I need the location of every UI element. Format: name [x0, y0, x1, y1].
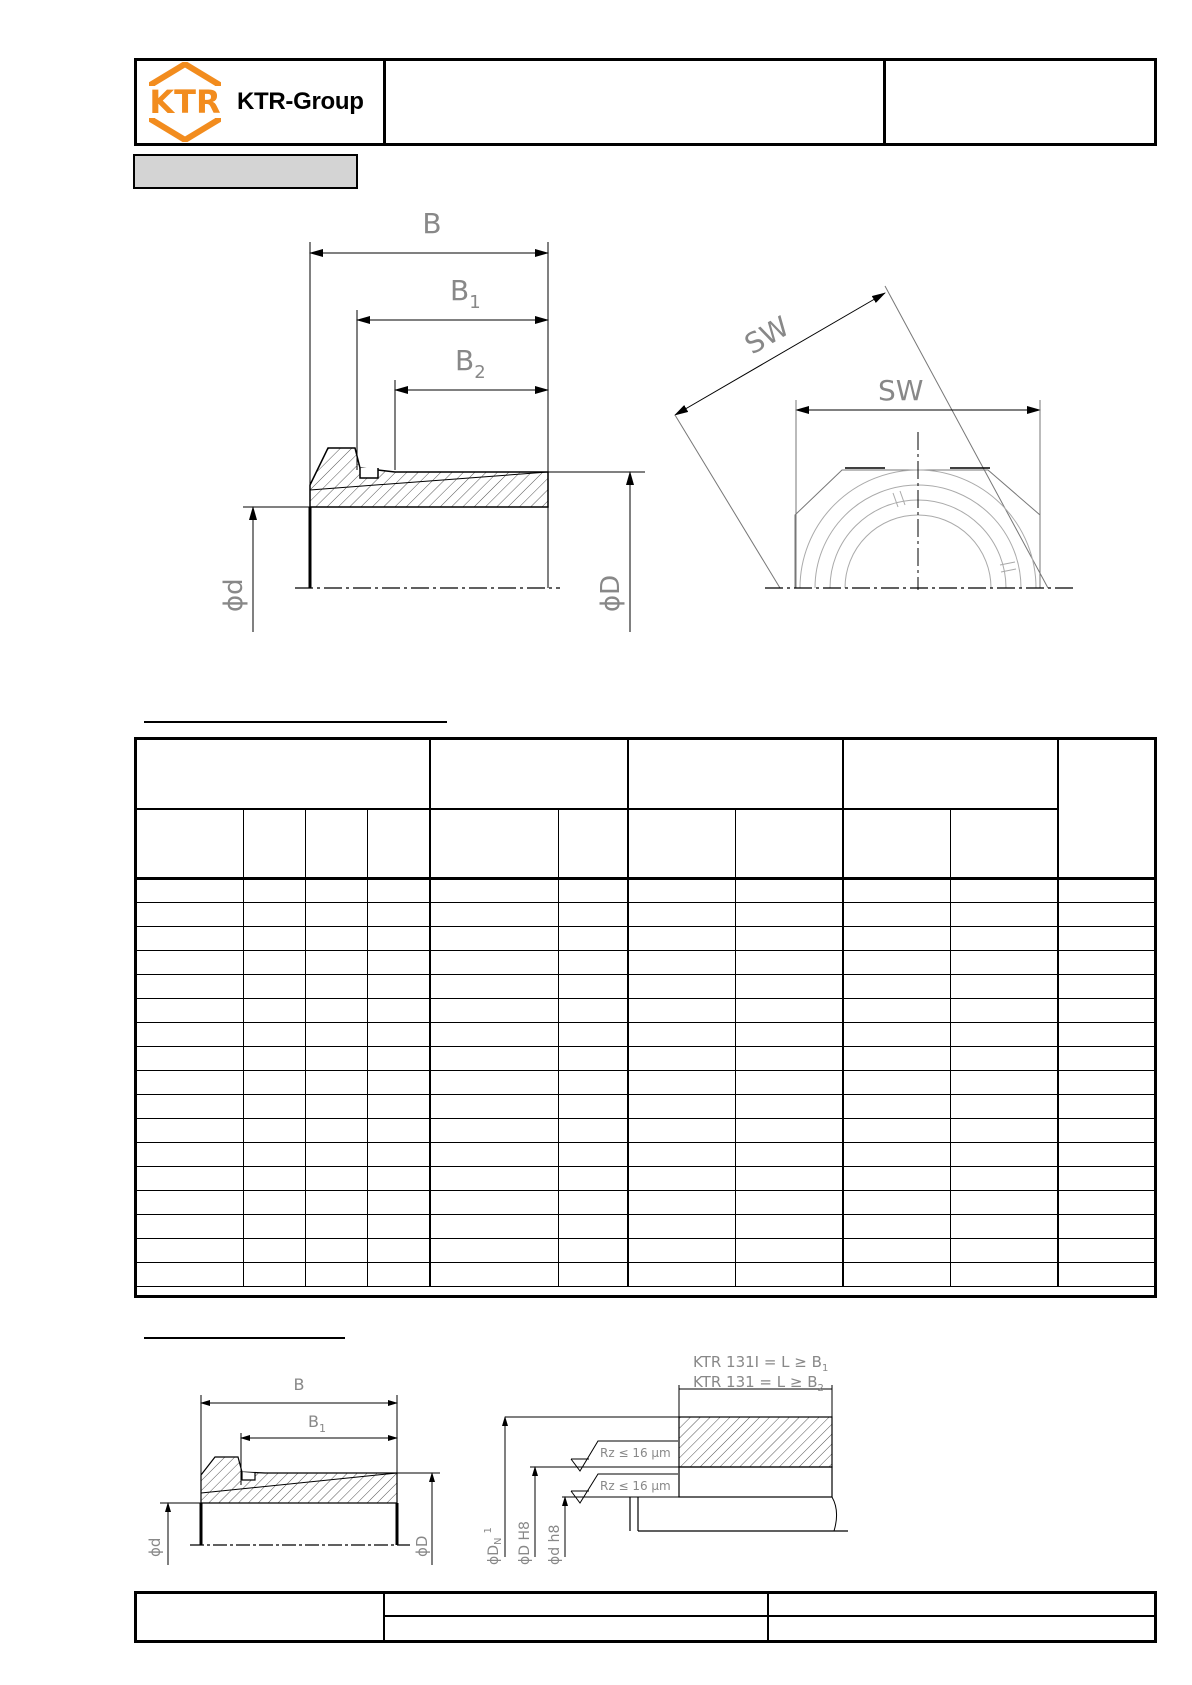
table-row — [136, 903, 1157, 927]
table-cell — [559, 1167, 628, 1191]
table-cell — [951, 1095, 1058, 1119]
table-cell — [136, 1119, 244, 1143]
table-cell — [244, 999, 306, 1023]
table-row — [136, 975, 1157, 999]
front-view-right — [675, 286, 1075, 590]
table-cell — [843, 879, 951, 903]
table-cell — [843, 1239, 951, 1263]
table-cell — [951, 1167, 1058, 1191]
table-cell — [559, 927, 628, 951]
table-cell — [628, 1047, 736, 1071]
table-cell — [306, 1023, 368, 1047]
table-cell — [136, 1263, 244, 1287]
footer-box — [134, 1591, 1157, 1643]
table-cell — [430, 903, 559, 927]
table-cell — [843, 1047, 951, 1071]
table-cell — [559, 951, 628, 975]
data-table — [135, 738, 1157, 1287]
table-cell — [430, 1167, 559, 1191]
table-cell — [306, 1071, 368, 1095]
table-cell — [736, 1191, 843, 1215]
ktr-logo — [148, 62, 222, 142]
table-cell — [368, 1095, 430, 1119]
table-cell — [306, 1239, 368, 1263]
table-cell — [306, 879, 368, 903]
label-D-H8: ϕD H8 — [517, 1521, 533, 1565]
table-cell — [1058, 1047, 1157, 1071]
table-cell — [1058, 975, 1157, 999]
table-cell — [736, 951, 843, 975]
table-cell — [244, 1191, 306, 1215]
table-row — [136, 1047, 1157, 1071]
table-cell — [843, 1095, 951, 1119]
table-cell — [628, 999, 736, 1023]
table-cell — [843, 1023, 951, 1047]
top-technical-drawing — [0, 200, 1192, 640]
table-cell — [951, 1119, 1058, 1143]
label-D: ϕD — [596, 574, 626, 612]
table-cell — [843, 903, 951, 927]
table-cell — [628, 927, 736, 951]
table-cell — [136, 1047, 244, 1071]
table-cell — [368, 1263, 430, 1287]
table-cell — [559, 1047, 628, 1071]
hub-hatched — [679, 1417, 832, 1467]
table-cell — [136, 999, 244, 1023]
table-cell — [368, 1071, 430, 1095]
table-cell — [1058, 1071, 1157, 1095]
header-divider-2 — [883, 58, 886, 146]
table-cell — [628, 1239, 736, 1263]
table-cell — [628, 1263, 736, 1287]
table-cell — [1058, 951, 1157, 975]
table-cell — [306, 951, 368, 975]
table-row — [136, 951, 1157, 975]
table-cell — [951, 1047, 1058, 1071]
table-cell — [559, 1119, 628, 1143]
table-cell — [136, 1191, 244, 1215]
table-cell — [430, 1119, 559, 1143]
table-cell — [430, 1215, 559, 1239]
table-header-row-2 — [136, 809, 1157, 879]
section-view-left — [243, 242, 645, 632]
table-cell — [368, 1239, 430, 1263]
table-cell — [843, 1191, 951, 1215]
table-cell — [368, 1143, 430, 1167]
bottom-technical-drawing — [0, 1345, 1192, 1575]
table-cell — [430, 951, 559, 975]
table-cell — [368, 1167, 430, 1191]
table-cell — [136, 1215, 244, 1239]
table-cell — [368, 1119, 430, 1143]
label-D-small: ϕD — [413, 1535, 431, 1557]
roughness-label-1: Rz ≤ 16 µm — [600, 1446, 671, 1460]
table-row — [136, 879, 1157, 903]
table-cell — [951, 927, 1058, 951]
table-cell — [306, 999, 368, 1023]
table-cell — [368, 951, 430, 975]
brand-name: KTR-Group — [237, 88, 364, 115]
label-B1: $B_1$ — [450, 274, 481, 313]
table-row — [136, 1263, 1157, 1287]
table-cell — [244, 1143, 306, 1167]
table-cell — [306, 1167, 368, 1191]
table-cell — [559, 999, 628, 1023]
table-cell — [430, 1143, 559, 1167]
table-cell — [843, 1143, 951, 1167]
table-cell — [306, 1263, 368, 1287]
table-cell — [136, 1095, 244, 1119]
table-cell — [136, 1143, 244, 1167]
table-cell — [368, 975, 430, 999]
footer-divider-1 — [383, 1591, 385, 1643]
table-cell — [843, 999, 951, 1023]
table-cell — [951, 1239, 1058, 1263]
table-cell — [1058, 879, 1157, 903]
install-section-view — [160, 1395, 440, 1565]
table-cell — [136, 903, 244, 927]
table-cell — [306, 975, 368, 999]
table-cell — [951, 1191, 1058, 1215]
label-B2: $B_2$ — [455, 344, 486, 383]
table-cell — [736, 1095, 843, 1119]
ktr-131-rule: KTR $131 = L \ge B_2$ — [693, 1373, 824, 1394]
table-cell — [430, 1191, 559, 1215]
label-d: ϕd — [219, 578, 249, 612]
table-cell — [430, 1023, 559, 1047]
table-row — [136, 1023, 1157, 1047]
table-cell — [843, 927, 951, 951]
table-cell — [559, 1071, 628, 1095]
section-title-bar — [133, 154, 358, 189]
table-row — [136, 1071, 1157, 1095]
logo-letters: KTR — [149, 83, 221, 121]
table-cell — [430, 1095, 559, 1119]
table-cell — [628, 1023, 736, 1047]
table-cell — [1058, 1215, 1157, 1239]
table-cell — [736, 1119, 843, 1143]
label-DN: $\phi D_N^1$ — [483, 1527, 504, 1565]
table-cell — [951, 879, 1058, 903]
table-cell — [843, 1071, 951, 1095]
table-cell — [430, 927, 559, 951]
table-cell — [628, 1095, 736, 1119]
table-cell — [430, 999, 559, 1023]
table-cell — [136, 1167, 244, 1191]
table-cell — [559, 975, 628, 999]
table-cell — [559, 1023, 628, 1047]
table-cell — [628, 1119, 736, 1143]
dim-line-SW-diag — [675, 293, 885, 415]
header-divider-1 — [383, 58, 386, 146]
table-cell — [843, 1215, 951, 1239]
table-cell — [430, 1047, 559, 1071]
table-header-row-1 — [136, 739, 1157, 809]
table-cell — [430, 975, 559, 999]
table-cell — [559, 1143, 628, 1167]
table-cell — [244, 903, 306, 927]
table-cell — [244, 1239, 306, 1263]
table-cell — [951, 1143, 1058, 1167]
table-cell — [736, 1071, 843, 1095]
table-cell — [736, 975, 843, 999]
table-cell — [306, 903, 368, 927]
table-cell — [368, 999, 430, 1023]
table-cell — [244, 1023, 306, 1047]
install-heading-underline — [144, 1337, 345, 1339]
table-cell — [136, 927, 244, 951]
table-cell — [368, 1215, 430, 1239]
table-cell — [559, 1239, 628, 1263]
table-cell — [244, 1167, 306, 1191]
table-cell — [368, 927, 430, 951]
table-cell — [244, 1071, 306, 1095]
table-cell — [628, 1215, 736, 1239]
table-row — [136, 999, 1157, 1023]
table-cell — [136, 1023, 244, 1047]
table-cell — [951, 975, 1058, 999]
table-cell — [1058, 1167, 1157, 1191]
table-cell — [843, 1263, 951, 1287]
table-cell — [368, 1191, 430, 1215]
table-cell — [244, 1119, 306, 1143]
label-d-small: ϕd — [146, 1537, 164, 1557]
table-row — [136, 1215, 1157, 1239]
table-cell — [628, 1143, 736, 1167]
table-cell — [628, 1071, 736, 1095]
table-cell — [136, 975, 244, 999]
table-cell — [628, 975, 736, 999]
table-cell — [1058, 1191, 1157, 1215]
table-cell — [244, 951, 306, 975]
table-cell — [736, 1215, 843, 1239]
table-cell — [430, 1239, 559, 1263]
table-cell — [951, 1215, 1058, 1239]
table-cell — [136, 1071, 244, 1095]
table-row — [136, 927, 1157, 951]
table-cell — [1058, 1263, 1157, 1287]
table-row — [136, 1167, 1157, 1191]
table-cell — [559, 879, 628, 903]
table-cell — [736, 999, 843, 1023]
table-cell — [136, 879, 244, 903]
table-cell — [368, 903, 430, 927]
table-cell — [430, 1263, 559, 1287]
table-cell — [843, 975, 951, 999]
table-cell — [628, 951, 736, 975]
table-cell — [306, 1215, 368, 1239]
label-B-small: B — [293, 1375, 305, 1394]
table-cell — [843, 1167, 951, 1191]
table-cell — [244, 975, 306, 999]
table-cell — [430, 1071, 559, 1095]
table-cell — [430, 879, 559, 903]
table-cell — [736, 927, 843, 951]
table-cell — [628, 1167, 736, 1191]
table-cell — [244, 927, 306, 951]
table-cell — [736, 1047, 843, 1071]
table-cell — [736, 1167, 843, 1191]
table-cell — [559, 1095, 628, 1119]
table-cell — [951, 1071, 1058, 1095]
table-cell — [736, 903, 843, 927]
table-cell — [244, 1263, 306, 1287]
table-cell — [306, 1095, 368, 1119]
table-cell — [559, 1215, 628, 1239]
table-cell — [306, 1119, 368, 1143]
ktr-131i-rule: KTR $131I = L \ge B_1$ — [693, 1353, 829, 1374]
table-cell — [244, 1095, 306, 1119]
table-cell — [1058, 1239, 1157, 1263]
table-cell — [951, 903, 1058, 927]
table-cell — [951, 1023, 1058, 1047]
footer-row-divider — [383, 1615, 1157, 1617]
table-cell — [244, 879, 306, 903]
label-B: B — [422, 207, 442, 240]
table-cell — [951, 951, 1058, 975]
table-cell — [559, 1191, 628, 1215]
table-cell — [306, 1191, 368, 1215]
table-cell — [136, 1239, 244, 1263]
table-cell — [628, 1191, 736, 1215]
table-cell — [1058, 1143, 1157, 1167]
table-cell — [951, 999, 1058, 1023]
table-cell — [1058, 999, 1157, 1023]
table-cell — [951, 1263, 1058, 1287]
table-cell — [244, 1047, 306, 1071]
table-cell — [843, 951, 951, 975]
table-cell — [736, 1023, 843, 1047]
table-cell — [368, 1047, 430, 1071]
table-cell — [628, 879, 736, 903]
label-SW: SW — [878, 374, 924, 407]
label-SW-diag: SW — [739, 309, 795, 362]
table-row — [136, 1239, 1157, 1263]
table-body — [136, 879, 1157, 1287]
clamp-ring-body — [310, 448, 548, 507]
table-row — [136, 1143, 1157, 1167]
table-cell — [368, 1023, 430, 1047]
table-cell — [306, 1047, 368, 1071]
table-cell — [368, 879, 430, 903]
table-cell — [244, 1215, 306, 1239]
table-cell — [843, 1119, 951, 1143]
table-cell — [1058, 927, 1157, 951]
table-cell — [306, 1143, 368, 1167]
table-cell — [1058, 1119, 1157, 1143]
table-row — [136, 1119, 1157, 1143]
label-d-h8: ϕd h8 — [547, 1524, 563, 1565]
table-cell — [559, 1263, 628, 1287]
table-cell — [1058, 1023, 1157, 1047]
roughness-label-2: Rz ≤ 16 µm — [600, 1479, 671, 1493]
table-row — [136, 1095, 1157, 1119]
table-cell — [736, 879, 843, 903]
table-cell — [1058, 903, 1157, 927]
table-cell — [628, 903, 736, 927]
table-cell — [1058, 1095, 1157, 1119]
label-B1-small: $B_1$ — [308, 1412, 326, 1435]
table-cell — [736, 1239, 843, 1263]
table-cell — [559, 903, 628, 927]
table-cell — [136, 951, 244, 975]
table-row — [136, 1191, 1157, 1215]
table-cell — [736, 1143, 843, 1167]
footer-divider-2 — [767, 1591, 769, 1643]
table-heading-underline — [144, 721, 447, 723]
table-cell — [736, 1263, 843, 1287]
table-cell — [306, 927, 368, 951]
